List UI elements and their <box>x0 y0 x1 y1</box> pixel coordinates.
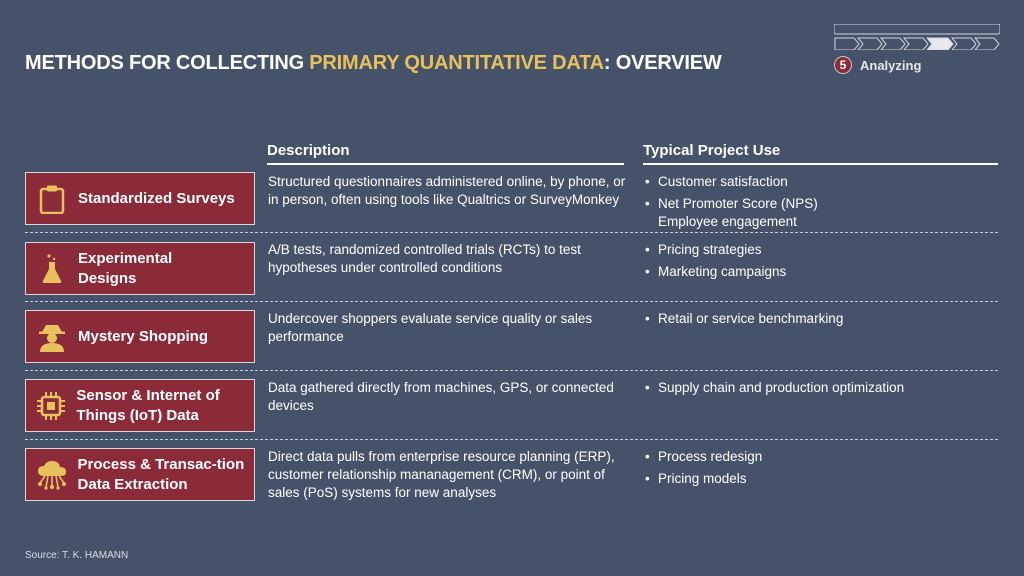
source-note: Source: T. K. HAMANN <box>25 550 129 561</box>
method-description: Undercover shoppers evaluate service quality or sales performance <box>268 311 593 344</box>
step-number-badge: 5 <box>834 56 852 74</box>
spy-icon <box>26 311 78 362</box>
use-item: • Supply chain and production optimization <box>643 379 998 397</box>
use-item: • Marketing campaigns <box>643 263 998 281</box>
row-divider <box>25 370 998 371</box>
description-header: Description <box>267 142 624 165</box>
use-item: • Pricing strategies <box>643 241 998 259</box>
method-description: Structured questionnaires administered online, by phone, or in person, often using tools like Qualtrics or SurveyMonkey <box>268 174 626 207</box>
use-item: • Pricing models <box>643 470 998 488</box>
use-list <box>643 448 998 492</box>
step-label: Analyzing <box>860 58 922 73</box>
method-standardized-surveys <box>25 172 255 225</box>
method-label: Experimental Designs <box>78 249 173 287</box>
use-item: • Net Promoter Score (NPS) Employee engagement <box>643 195 998 231</box>
progress-chevrons-icon <box>834 24 1000 50</box>
use-list <box>643 173 998 231</box>
cloud-network-icon <box>26 449 78 500</box>
method-label: Sensor & Internet of Things (IoT) Data <box>76 386 220 424</box>
clipboard-icon <box>26 173 78 224</box>
method-experimental-designs <box>25 242 255 295</box>
method-description: Data gathered directly from machines, GPS, or connected devices <box>268 380 614 413</box>
row-divider <box>25 439 998 440</box>
method-sensor-iot <box>25 379 255 432</box>
use-item: • Retail or service benchmarking <box>643 310 998 328</box>
use-list <box>643 241 998 285</box>
method-label: Mystery Shopping <box>78 327 209 345</box>
title-part2: : OVERVIEW <box>603 52 722 74</box>
method-description: Direct data pulls from enterprise resource planning (ERP), customer relationship mananagement (CRM), or point of sales (PoS) systems for new analyses <box>268 449 615 500</box>
method-description: A/B tests, randomized controlled trials (RCTs) to test hypotheses under controlled conditions <box>268 242 581 275</box>
use-list <box>643 310 998 332</box>
method-process-transaction <box>25 448 255 501</box>
chip-icon <box>26 380 76 431</box>
method-mystery-shopping <box>25 310 255 363</box>
title-highlight: PRIMARY QUANTITATIVE DATA <box>309 52 604 74</box>
row-divider <box>25 232 998 233</box>
use-item: • Customer satisfaction <box>643 173 998 191</box>
method-label: Process & Transac-tion Data Extraction <box>77 455 245 493</box>
flask-icon <box>26 243 78 294</box>
page-title <box>25 52 722 75</box>
title-part1: METHODS FOR COLLECTING <box>25 52 310 74</box>
use-header: Typical Project Use <box>643 142 998 165</box>
method-label: Standardized Surveys <box>78 189 235 207</box>
row-divider <box>25 301 998 302</box>
use-list <box>643 379 998 401</box>
use-item: • Process redesign <box>643 448 998 466</box>
